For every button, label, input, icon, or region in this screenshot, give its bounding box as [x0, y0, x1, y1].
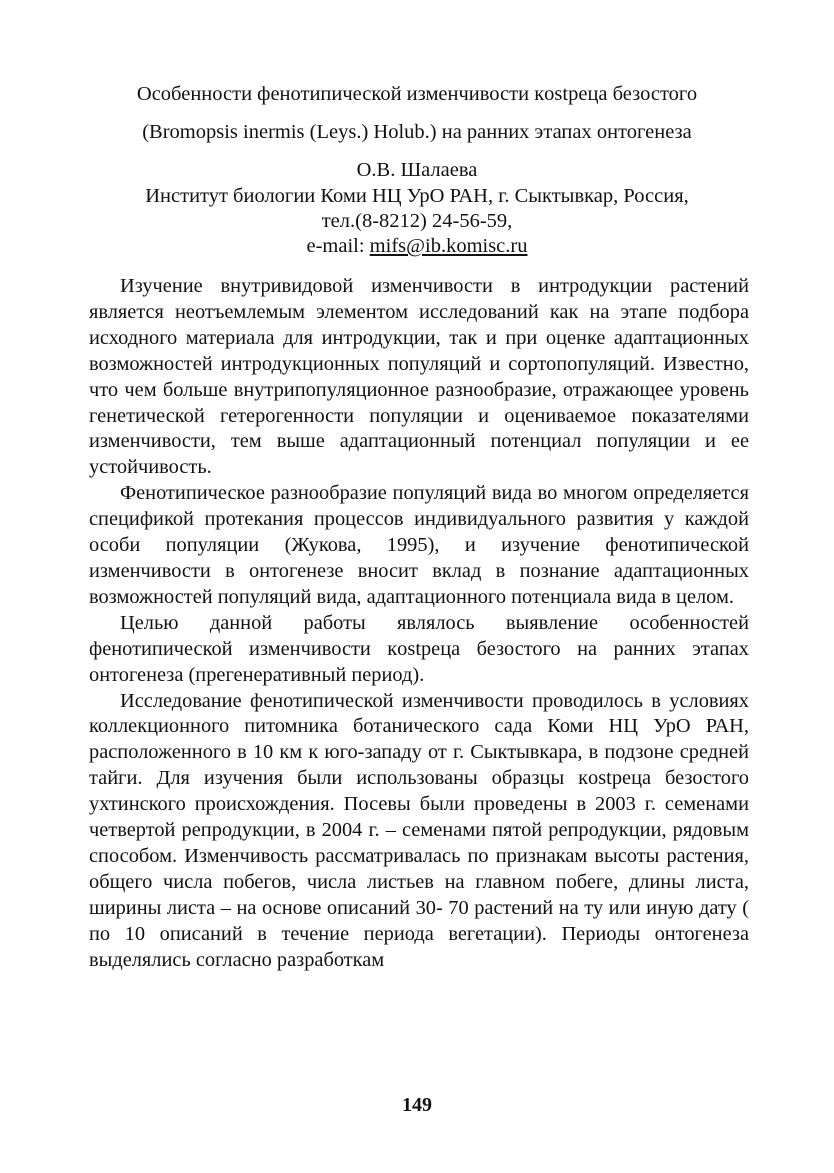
email-link[interactable]: mifs@ib.komisc.ru [369, 235, 528, 257]
article-title-line-2: (Bromopsis inermis (Leys.) Holub.) на ранних этапах онтогенеза [142, 121, 692, 143]
article-title-line-1: Особенности фенотипической изменчивости кostреца безостого [136, 83, 698, 105]
paragraph-2: Фенотипическое разнообразие популяций вида во многом определяется спецификой протекания процессов индивидуального развития у каждой особи популяции (Жукова, 1995), и изучение фенотипической изменчивости в онтогенезе вносит вклад в познание адаптационных возможностей популяций вида, адаптационного потенциала вида в целом. [89, 482, 749, 608]
author-email [60, 233, 774, 259]
author-institution: Институт биологии Коми НЦ УрО РАН, г. Сыктывкар, Россия, [145, 185, 689, 207]
paragraph-1: Изучение внутривидовой изменчивости в интродукции растений является неотъемлемым элементом исследований как на этапе подбора исходного материала для интродукции, так и при оценке адаптационных возможностей интродукционных популяций и сортопопуляций. Известно, что чем больше внутрипопуляционное разнообразие, отражающее уровень генетической гетерогенности популяции и оцениваемое показателями изменчивости, тем выше адаптационный потенциал популяции и ее устойчивость. [89, 275, 749, 479]
paragraph-3: Целью данной работы являлось выявление особенностей фенотипической изменчивости кostреца безостого на ранних этапах онтогенеза (прегенеративный период). [89, 611, 749, 686]
email-label: e-mail: [306, 235, 370, 257]
author-phone: тел.(8-8212) 24-56-59, [321, 210, 513, 232]
page-number: 149 [402, 1094, 432, 1116]
article-body [89, 274, 749, 973]
paragraph-4: Исследование фенотипической изменчивости проводилось в условиях коллекционного питомника ботанического сада Коми НЦ УрО РАН, расположенного в 10 км к юго-западу от г. Сыктывкара, в подзоне средней тайги. Для изучения были использованы образцы кostреца безостого ухтинского происхождения. Посевы были проведены в 2003 г. семенами четвертой репродукции, в 2004 г. – семенами пятой репродукции, рядовым способом. Изменчивость рассматривалась по признакам высоты растения, общего числа побегов, числа листьев на главном побеге, длины листа, ширины листа – на основе описаний 30- 70 растений на ту или иную дату ( по 10 описаний в течение периода вегетации). Периоды онтогенеза выделялись согласно разработкам [89, 689, 749, 971]
author-name: О.В. Шалаева [356, 159, 478, 181]
